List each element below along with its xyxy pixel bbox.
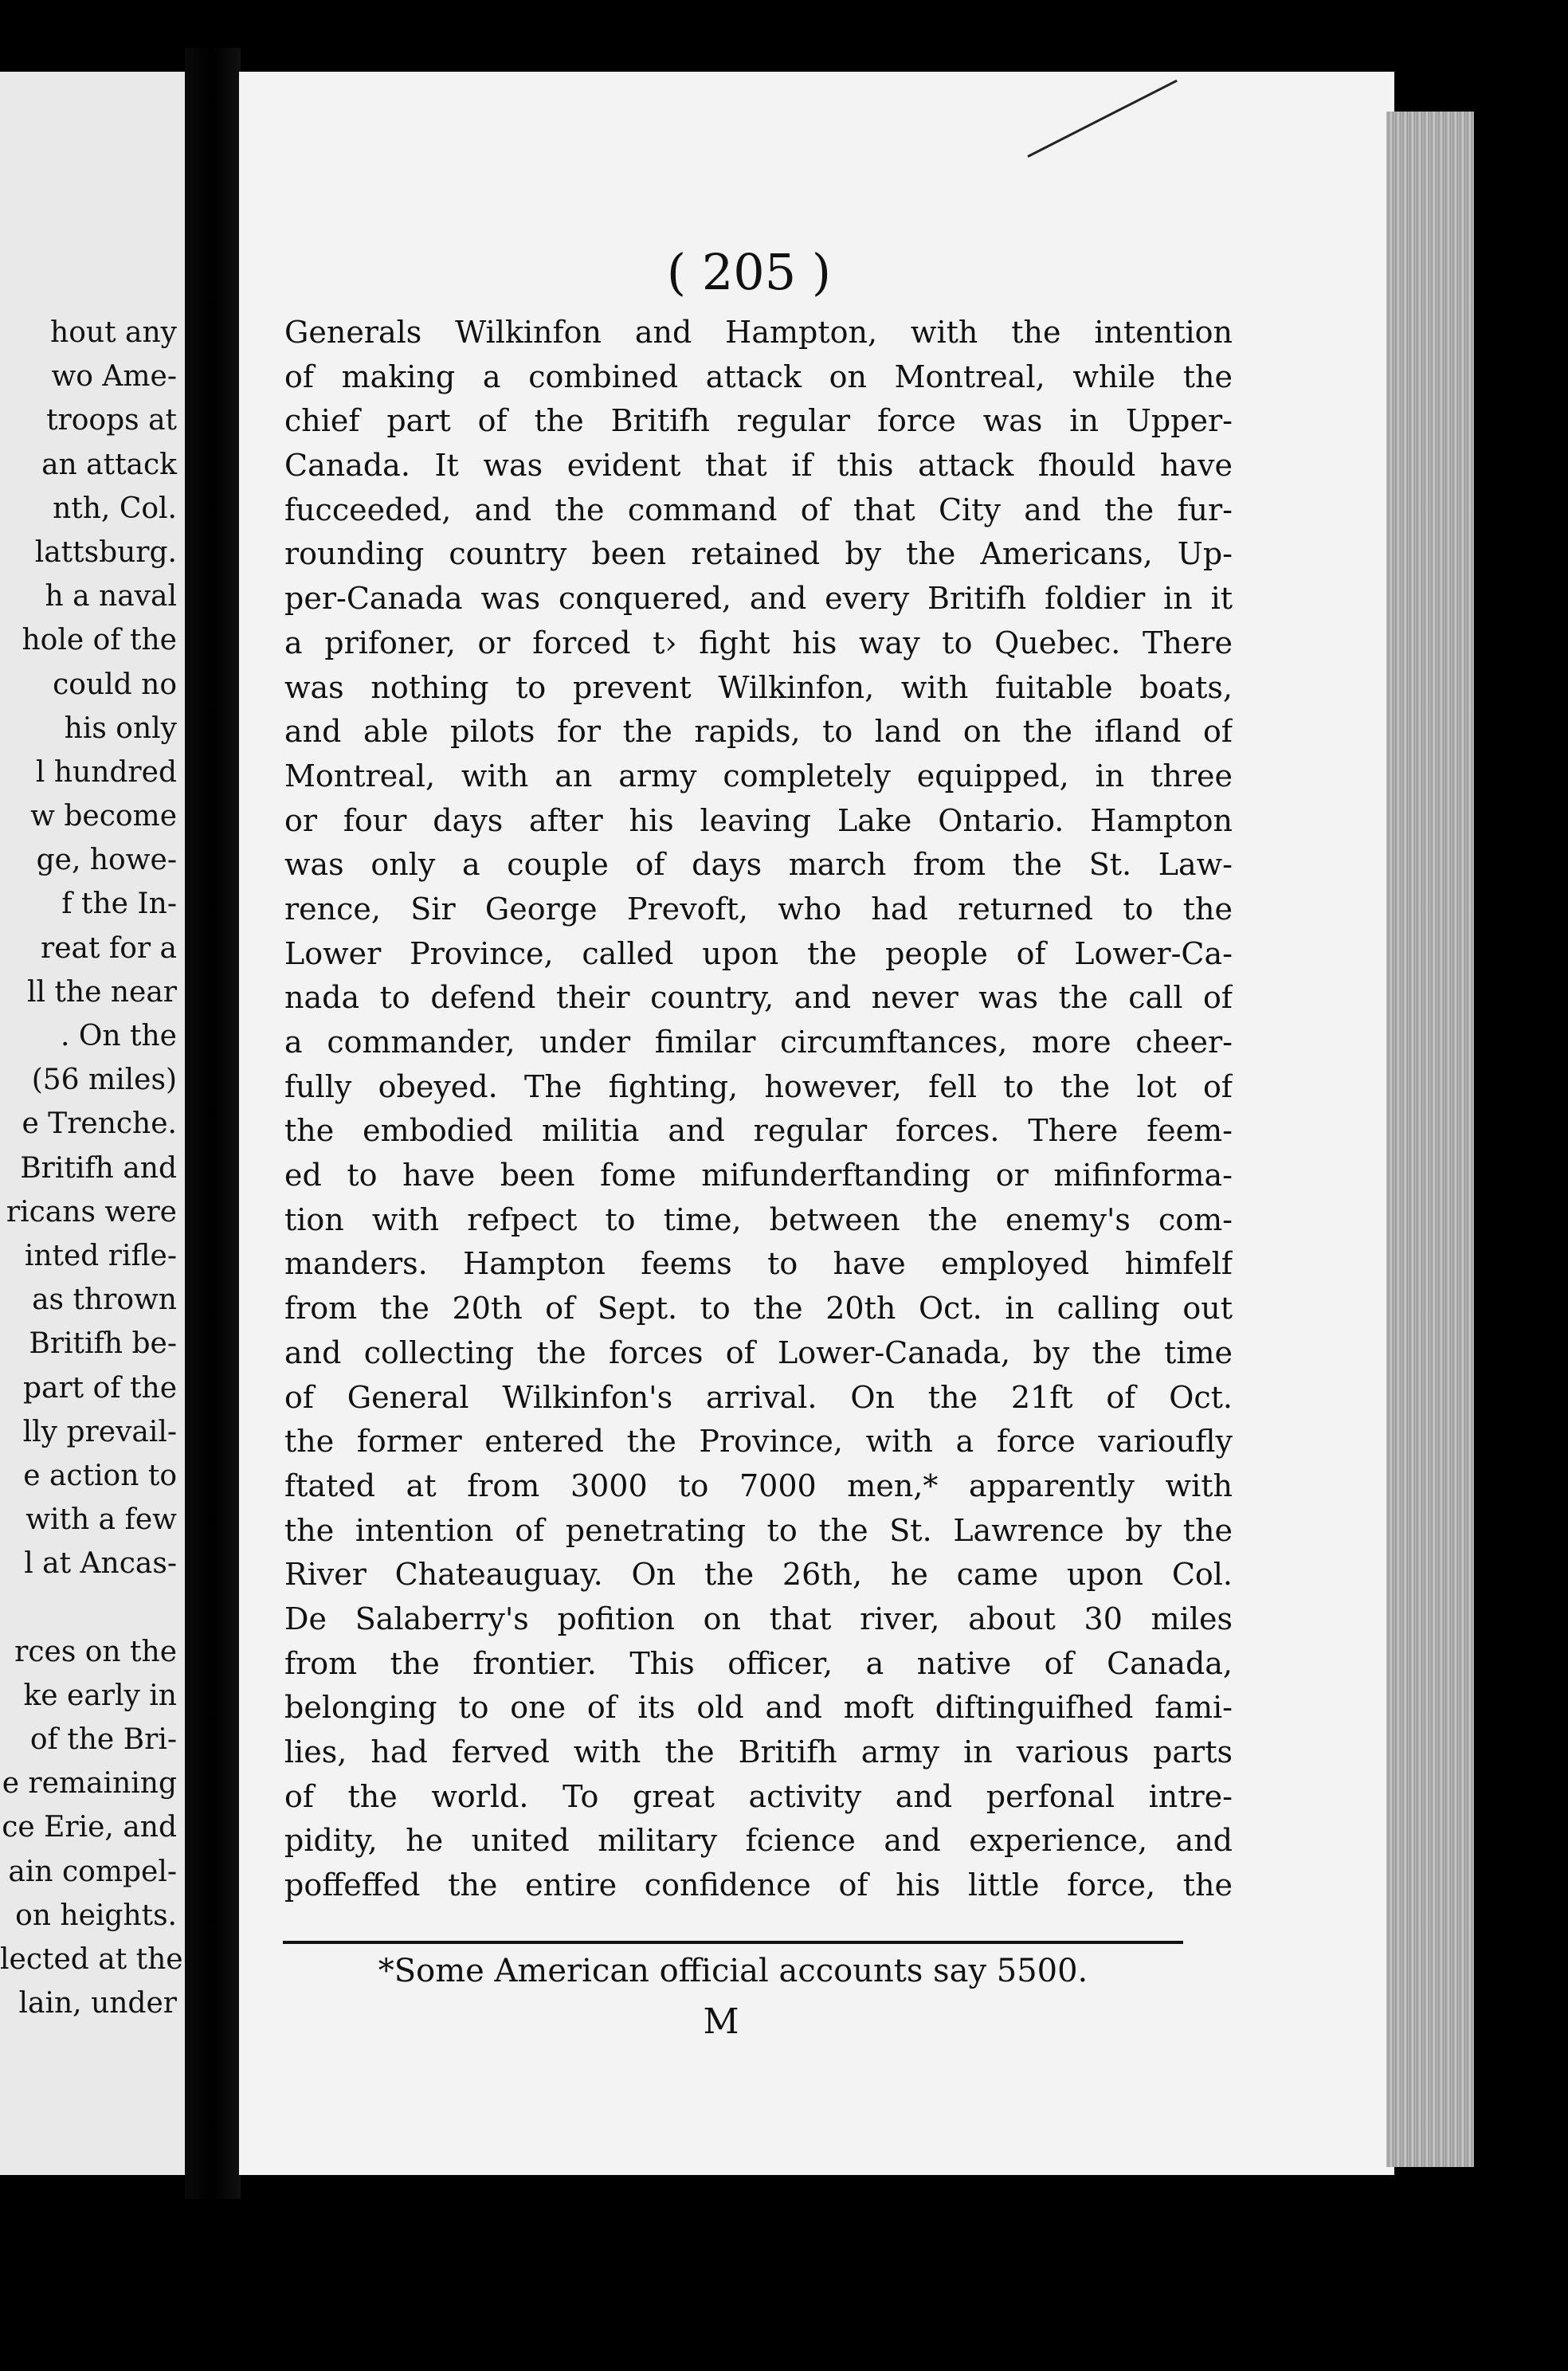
facing-page-line: nth, Col. bbox=[53, 492, 177, 525]
body-line: River Chateauguay. On the 26th, he came upon Col. bbox=[284, 1557, 1233, 1593]
body-line: Montreal, with an army completely equipped, in three bbox=[284, 758, 1233, 794]
body-line: fully obeyed. The fighting, however, fell to the lot of bbox=[284, 1068, 1233, 1104]
facing-page-text bbox=[0, 311, 185, 2025]
facing-page-line: ce Erie, and bbox=[2, 1811, 177, 1844]
footnote: *Some American official accounts say 5500. bbox=[378, 1953, 1088, 1989]
facing-page-line: hole of the bbox=[22, 624, 177, 657]
body-line: was only a couple of days march from the St. Law- bbox=[284, 847, 1233, 883]
body-line: Generals Wilkinfon and Hampton, with the intention bbox=[284, 315, 1233, 350]
facing-page-line: ain compel- bbox=[8, 1855, 177, 1888]
facing-page-line: f the In- bbox=[61, 888, 177, 921]
facing-page bbox=[0, 72, 185, 2175]
facing-page-line bbox=[0, 1585, 185, 1629]
body-line: Canada. It was evident that if this attack fhould have bbox=[284, 448, 1233, 484]
body-line: nada to defend their country, and never was the call of bbox=[284, 980, 1233, 1016]
body-line: manders. Hampton feems to have employed himfelf bbox=[284, 1246, 1233, 1282]
body-line: Lower Province, called upon the people of Lower-Ca- bbox=[284, 935, 1233, 971]
body-line: De Salaberry's pofition on that river, about 30 miles bbox=[284, 1601, 1233, 1636]
facing-page-line: lly prevail- bbox=[22, 1415, 177, 1448]
body-line: rence, Sir George Prevoft, who had returned to the bbox=[284, 891, 1233, 927]
body-line: the former entered the Province, with a force varioufly bbox=[284, 1424, 1233, 1460]
facing-page-line: with a few bbox=[25, 1503, 177, 1537]
body-line: of making a combined attack on Montreal, while the bbox=[284, 359, 1233, 394]
facing-page-line: e remaining bbox=[2, 1767, 177, 1801]
body-line: and collecting the forces of Lower-Canada, by the time bbox=[284, 1334, 1233, 1370]
body-line: lies, had ferved with the Britifh army in various parts bbox=[284, 1734, 1233, 1769]
body-line: belonging to one of its old and moft diftinguifhed fami- bbox=[284, 1690, 1233, 1726]
facing-page-line: ge, howe- bbox=[36, 844, 177, 877]
body-line: poffeffed the entire confidence of his little force, the bbox=[284, 1867, 1233, 1903]
facing-page-line: reat for a bbox=[41, 931, 177, 965]
facing-page-line: (56 miles) bbox=[31, 1064, 177, 1097]
facing-page-line: inted rifle- bbox=[24, 1239, 177, 1272]
facing-page-line: could no bbox=[53, 668, 177, 701]
facing-page-line: h a naval bbox=[45, 580, 177, 613]
body-line: chief part of the Britifh regular force was in Upper- bbox=[284, 403, 1233, 439]
facing-page-line: l at Ancas- bbox=[24, 1547, 177, 1581]
facing-page-line: Britifh and bbox=[20, 1151, 177, 1185]
body-line: ed to have been fome mifunderftanding or mifinforma- bbox=[284, 1158, 1233, 1193]
page-number: ( 205 ) bbox=[666, 243, 832, 301]
facing-page-line: lain, under bbox=[18, 1987, 177, 2020]
body-line: the embodied militia and regular forces. There feem- bbox=[284, 1113, 1233, 1149]
body-line: per-Canada was conquered, and every Britifh foldier in it bbox=[284, 581, 1233, 617]
facing-page-line: troops at bbox=[46, 404, 177, 437]
facing-page-line: rces on the bbox=[14, 1635, 177, 1668]
body-line: of the world. To great activity and perfonal intre- bbox=[284, 1778, 1233, 1814]
body-line: rounding country been retained by the Americans, Up- bbox=[284, 536, 1233, 572]
facing-page-line: lattsburg. bbox=[34, 535, 177, 569]
footnote-rule bbox=[283, 1941, 1183, 1944]
body-line: ftated at from 3000 to 7000 men,* apparently with bbox=[284, 1468, 1233, 1503]
signature-mark: M bbox=[703, 2001, 739, 2042]
facing-page-line: ll the near bbox=[26, 975, 177, 1009]
body-line: tion with refpect to time, between the enemy's com- bbox=[284, 1201, 1233, 1237]
body-line: a commander, under fimilar circumftances, more cheer- bbox=[284, 1025, 1233, 1060]
facing-page-line: ricans were bbox=[6, 1195, 177, 1229]
facing-page-line: wo Ame- bbox=[51, 360, 177, 394]
facing-page-line: part of the bbox=[22, 1371, 177, 1405]
body-line: a prifoner, or forced t› fight his way to Quebec. There bbox=[284, 625, 1233, 660]
facing-page-line: an attack bbox=[41, 448, 177, 481]
facing-page-line: of the Bri- bbox=[29, 1723, 177, 1756]
facing-page-line: e Trenche. bbox=[22, 1107, 177, 1141]
body-line: from the 20th of Sept. to the 20th Oct. in calling out bbox=[284, 1291, 1233, 1327]
facing-page-line: e action to bbox=[23, 1459, 177, 1492]
facing-page-line: l hundred bbox=[35, 755, 177, 789]
body-line: from the frontier. This officer, a native of Canada, bbox=[284, 1645, 1233, 1681]
body-line: or four days after his leaving Lake Ontario. Hampton bbox=[284, 802, 1233, 838]
facing-page-line: . On the bbox=[61, 1020, 177, 1052]
body-line: fucceeded, and the command of that City and the fur- bbox=[284, 492, 1233, 527]
book-gutter bbox=[185, 48, 241, 2199]
facing-page-line: hout any bbox=[50, 316, 177, 349]
facing-page-line: w become bbox=[30, 800, 177, 833]
body-line: was nothing to prevent Wilkinfon, with fuitable boats, bbox=[284, 669, 1233, 705]
facing-page-line: his only bbox=[64, 711, 177, 745]
facing-page-line: on heights. bbox=[15, 1899, 177, 1932]
facing-page-line: lected at the bbox=[0, 1942, 183, 1976]
body-line: and able pilots for the rapids, to land on the ifland of bbox=[284, 714, 1233, 750]
body-line: of General Wilkinfon's arrival. On the 21ft of Oct. bbox=[284, 1379, 1233, 1415]
body-line: pidity, he united military fcience and experience, and bbox=[284, 1823, 1233, 1859]
facing-page-line: Britifh be- bbox=[29, 1327, 177, 1361]
page-edges bbox=[1386, 112, 1474, 2167]
facing-page-line: as thrown bbox=[32, 1283, 177, 1317]
facing-page-line: ke early in bbox=[23, 1679, 177, 1712]
body-text bbox=[284, 311, 1233, 1908]
body-line: the intention of penetrating to the St. Lawrence by the bbox=[284, 1512, 1233, 1548]
